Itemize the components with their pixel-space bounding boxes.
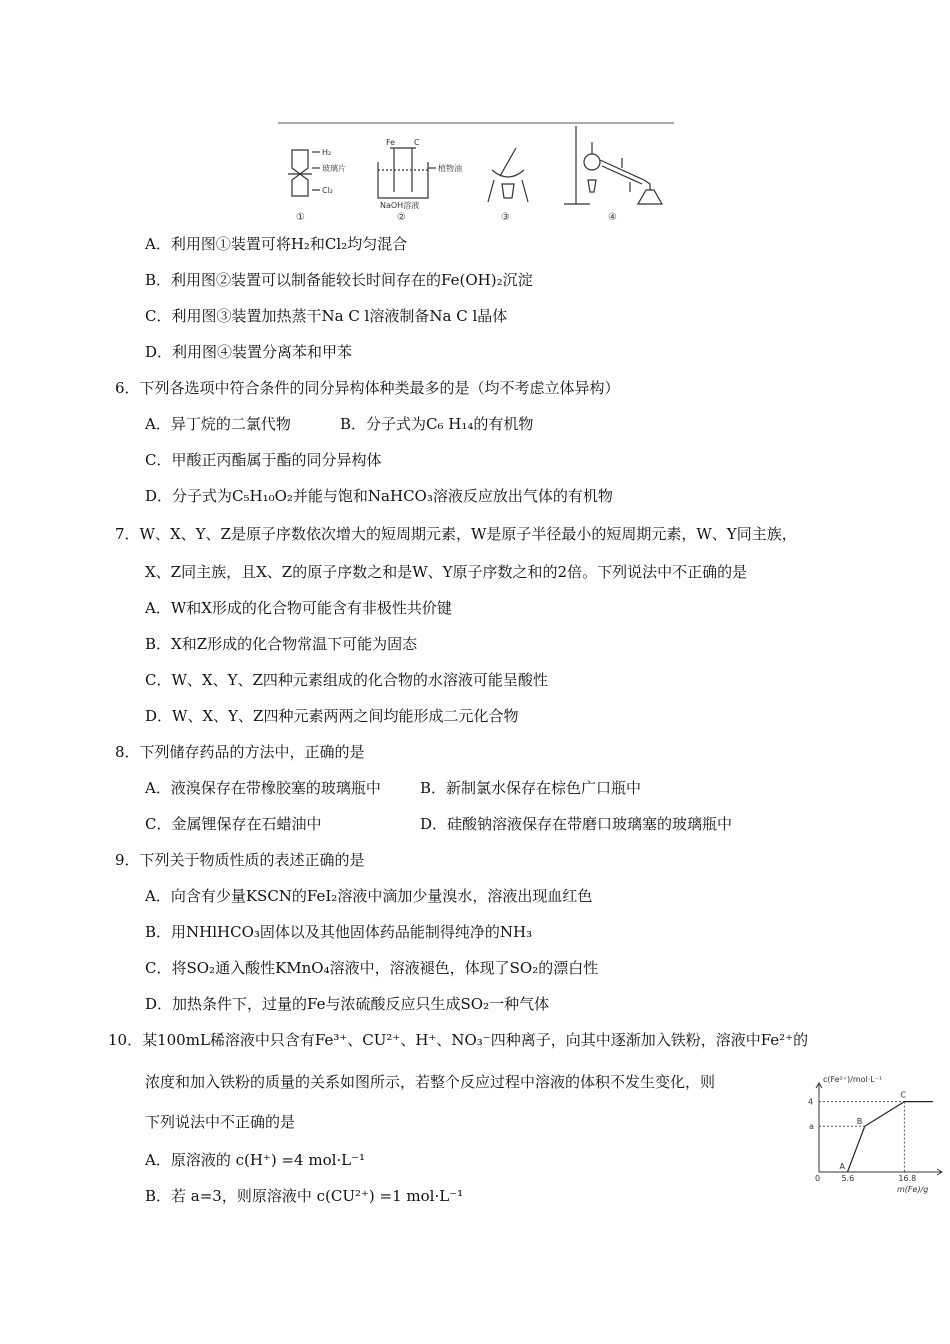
q10-stem-line1: 10．某100mL稀溶液中只含有Fe³⁺、CU²⁺、H⁺、NO₃⁻四种离子，向其中逐渐加入铁粉，溶液中Fe²⁺的 — [108, 1031, 809, 1049]
q10-option-a: A．原溶液的 c(H⁺) =4 mol·L⁻¹ — [145, 1151, 366, 1169]
label-n1: ① — [296, 212, 305, 223]
q10-stem-line2: 浓度和加入铁粉的质量的关系如图所示，若整个反应过程中溶液的体积不发生变化，则 — [145, 1073, 716, 1091]
q7-stem-line2: X、Z同主族，且X、Z的原子序数之和是W、Y原子序数之和的2倍。下列说法中不正确的是 — [145, 563, 748, 581]
label-h2: H₂ — [322, 148, 332, 157]
point-label-b: B — [856, 1117, 863, 1127]
q6-option-d: D．分子式为C₅H₁₀O₂并能与饱和NaHCO₃溶液反应放出气体的有机物 — [145, 487, 613, 505]
apparatus-3 — [488, 148, 528, 202]
apparatus-figure — [278, 118, 674, 230]
q5-option-b: B．利用图②装置可以制备能较长时间存在的Fe(OH)₂沉淀 — [145, 271, 533, 289]
chart-svg — [805, 1070, 947, 1194]
x-axis-label: m(Fe)/g — [897, 1185, 929, 1194]
apparatus-drawing — [278, 118, 674, 230]
q9-stem: 9．下列关于物质性质的表述正确的是 — [115, 851, 365, 869]
chart-dynamic-layer — [808, 1091, 933, 1183]
q5-option-d: D．利用图④装置分离苯和甲苯 — [145, 343, 353, 361]
y-axis-label: c(Fe²⁺)/mol·L⁻¹ — [823, 1075, 883, 1084]
q10-option-b: B．若 a=3，则原溶液中 c(CU²⁺) =1 mol·L⁻¹ — [145, 1187, 464, 1205]
label-glass: 玻璃片 — [322, 164, 346, 173]
q8-option-d: D．硅酸钠溶液保存在带磨口玻璃塞的玻璃瓶中 — [420, 815, 733, 833]
label-n2: ② — [397, 212, 406, 223]
x-tick-2: 16.8 — [898, 1174, 917, 1183]
q6-option-a: A．异丁烷的二氯代物 — [145, 415, 291, 433]
apparatus-2 — [378, 148, 436, 198]
q7-option-a: A．W和X形成的化合物可能含有非极性共价键 — [145, 599, 452, 617]
label-c: C — [414, 138, 420, 147]
label-oil: 植物油 — [438, 164, 462, 173]
apparatus-4 — [564, 126, 662, 204]
fe2-concentration-graph — [805, 1070, 947, 1194]
label-n4: ④ — [608, 212, 617, 223]
point-label-c: C — [900, 1090, 906, 1100]
q6-option-b: B．分子式为C₆ H₁₄的有机物 — [340, 415, 534, 433]
label-fe: Fe — [386, 138, 396, 147]
q10-stem-line3: 下列说法中不正确的是 — [145, 1113, 296, 1131]
q6-option-c: C．甲酸正丙酯属于酯的同分异构体 — [145, 451, 382, 469]
q8-option-b: B．新制氯水保存在棕色广口瓶中 — [420, 779, 642, 797]
chart-axes — [816, 1083, 942, 1175]
label-naoh: NaOH溶液 — [380, 201, 420, 210]
q9-option-a: A．向含有少量KSCN的FeI₂溶液中滴加少量溴水，溶液出现血红色 — [145, 887, 593, 905]
label-cl2: Cl₂ — [322, 186, 334, 195]
q8-option-c: C．金属锂保存在石蜡油中 — [145, 815, 322, 833]
y-tick-a: a — [809, 1122, 814, 1132]
apparatus-1 — [288, 150, 320, 196]
q5-option-a: A．利用图①装置可将H₂和Cl₂均匀混合 — [145, 235, 408, 253]
label-n3: ③ — [501, 212, 510, 223]
q8-option-a: A．液溴保存在带橡胶塞的玻璃瓶中 — [145, 779, 381, 797]
q8-stem: 8．下列储存药品的方法中，正确的是 — [115, 743, 365, 761]
q9-option-c: C．将SO₂通入酸性KMnO₄溶液中，溶液褪色，体现了SO₂的漂白性 — [145, 959, 599, 977]
q9-option-d: D．加热条件下，过量的Fe与浓硫酸反应只生成SO₂一种气体 — [145, 995, 550, 1013]
q7-stem-line1: 7．W、X、Y、Z是原子序数依次增大的短周期元素，W是原子半径最小的短周期元素，W、Y同主族， — [115, 525, 797, 543]
q6-stem: 6．下列各选项中符合条件的同分异构体种类最多的是（均不考虑立体异构） — [115, 379, 620, 397]
q7-option-d: D．W、X、Y、Z四种元素两两之间均能形成二元化合物 — [145, 707, 519, 725]
q7-option-b: B．X和Z形成的化合物常温下可能为固态 — [145, 635, 418, 653]
x-tick-0: 0 — [815, 1174, 821, 1183]
point-label-a: A — [839, 1162, 845, 1171]
y-tick-4: 4 — [808, 1097, 814, 1107]
q5-option-c: C．利用图③装置加热蒸干Na C l溶液制备Na C l晶体 — [145, 307, 508, 325]
q7-option-c: C．W、X、Y、Z四种元素组成的化合物的水溶液可能呈酸性 — [145, 671, 548, 689]
series-line — [847, 1102, 932, 1172]
x-tick-1: 5.6 — [841, 1174, 855, 1183]
q9-option-b: B．用NHlHCO₃固体以及其他固体药品能制得纯净的NH₃ — [145, 923, 533, 941]
